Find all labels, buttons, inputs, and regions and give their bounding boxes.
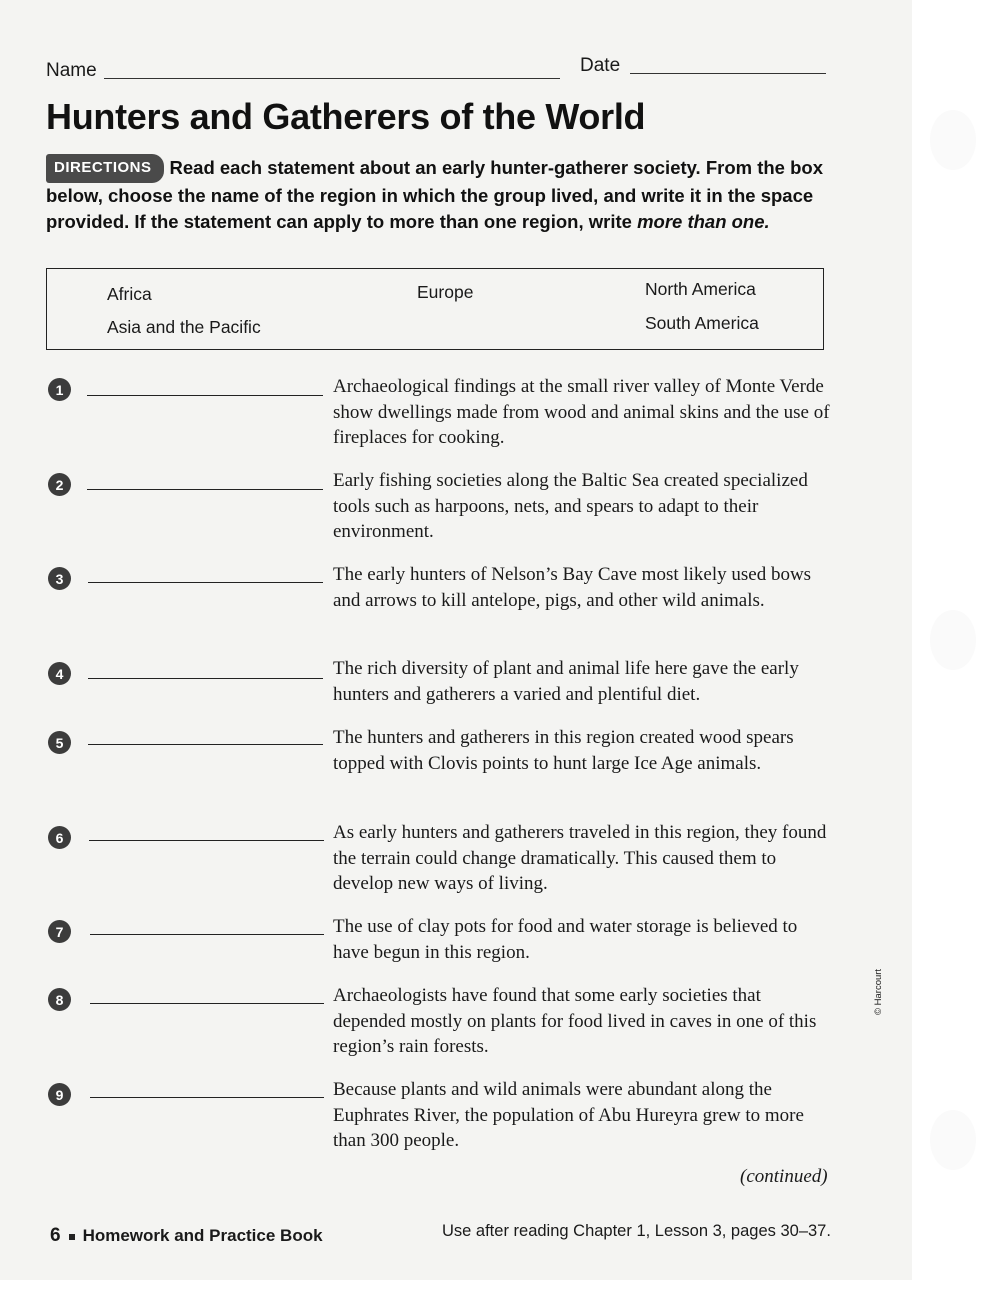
question-number: 2 [48, 473, 71, 496]
question-text: The hunters and gatherers in this region created wood spears topped with Clovis points to hunt large Ice Age animals. [333, 727, 794, 774]
name-field[interactable] [104, 78, 560, 79]
question-number: 4 [48, 662, 71, 685]
answer-line[interactable] [88, 678, 323, 679]
word-europe: Europe [417, 282, 474, 302]
question-text: Because plants and wild animals were abundant along the Euphrates River, the population of Abu Hureyra grew to more than 300 people. [333, 1079, 804, 1151]
binder-hole [930, 110, 976, 170]
binder-hole [930, 1110, 976, 1170]
name-label: Name [46, 60, 97, 81]
page-title: Hunters and Gatherers of the World [46, 96, 646, 137]
question-text: Early fishing societies along the Baltic Sea created specialized tools such as harpoons, nets, and spears to adapt to their environment. [333, 470, 808, 542]
copyright-notice: © Harcourt [873, 968, 884, 1015]
question-number: 7 [48, 920, 71, 943]
binder-hole [930, 610, 976, 670]
answer-line[interactable] [87, 395, 323, 396]
word-africa: Africa [107, 284, 152, 304]
usage-note: Use after reading Chapter 1, Lesson 3, pages 30–37. [442, 1222, 831, 1240]
question-number: 8 [48, 988, 71, 1011]
question-number: 9 [48, 1083, 71, 1106]
word-south-america: South America [645, 313, 759, 333]
date-field[interactable] [630, 73, 826, 74]
question-number: 1 [48, 378, 71, 401]
question-text: The use of clay pots for food and water storage is believed to have begun in this region. [333, 916, 798, 963]
book-title: Homework and Practice Book [82, 1226, 323, 1245]
directions-text: Read each statement about an early hunter-gatherer society. From the box below, choose the name of the region in which the group lived, and write it in the space provided. If the statement can apply to more than one region, write [46, 157, 824, 232]
date-label: Date [580, 55, 621, 76]
question-number: 6 [48, 826, 71, 849]
continued-note: (continued) [740, 1166, 828, 1187]
question-number: 3 [48, 567, 71, 590]
bullet-square-icon [69, 1234, 75, 1240]
question-text: Archaeologists have found that some early societies that depended mostly on plants for food lived in caves in one of this region’s rain forests. [333, 985, 817, 1057]
answer-line[interactable] [90, 934, 324, 935]
footer-book-info [50, 1225, 323, 1247]
answer-line[interactable] [87, 489, 323, 490]
question-number: 5 [48, 731, 71, 754]
question-text: Archaeological findings at the small river valley of Monte Verde show dwellings made from wood and animal skins and the use of fireplaces for cooking. [333, 376, 830, 448]
question-text: As early hunters and gatherers traveled in this region, they found the terrain could change dramatically. This caused them to develop new ways of living. [333, 822, 827, 894]
answer-line[interactable] [89, 840, 324, 841]
directions [46, 154, 826, 236]
directions-badge: DIRECTIONS [46, 154, 164, 183]
word-north-america: North America [645, 279, 756, 299]
answer-line[interactable] [90, 1097, 324, 1098]
directions-italic-text: more than one. [637, 211, 770, 232]
region-word-box [46, 268, 824, 350]
answer-line[interactable] [90, 1003, 324, 1004]
answer-line[interactable] [88, 744, 323, 745]
word-asia-pacific: Asia and the Pacific [107, 317, 261, 337]
page-number: 6 [50, 1225, 61, 1246]
question-text: The rich diversity of plant and animal life here gave the early hunters and gatherers a varied and plentiful diet. [333, 658, 799, 705]
answer-line[interactable] [88, 582, 323, 583]
question-text: The early hunters of Nelson’s Bay Cave most likely used bows and arrows to kill antelope, pigs, and other wild animals. [333, 564, 812, 611]
